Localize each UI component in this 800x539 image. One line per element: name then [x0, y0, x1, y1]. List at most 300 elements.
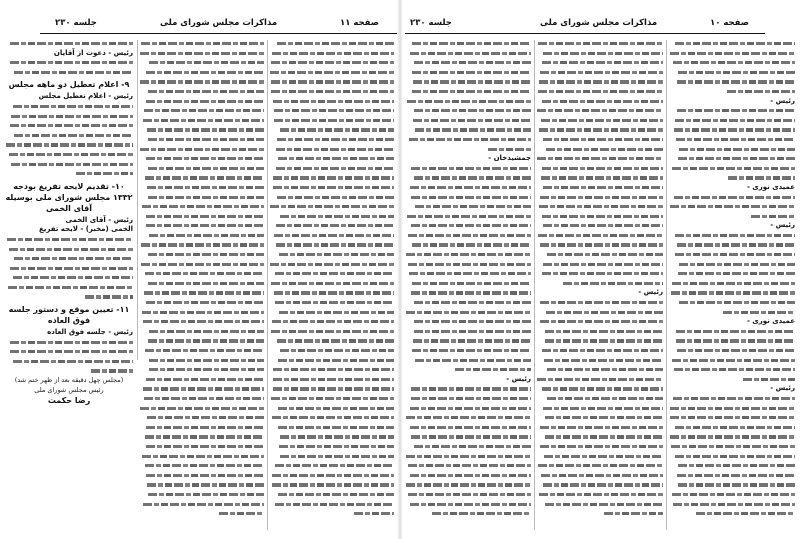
- text-line: [537, 39, 663, 49]
- text-line: [140, 452, 264, 462]
- text-line: [270, 432, 394, 442]
- text-line: [140, 173, 264, 183]
- text-line: [5, 283, 133, 293]
- text-line: [669, 346, 795, 356]
- page-number: صفحه ۱۱: [340, 18, 379, 28]
- text-line: [669, 500, 795, 510]
- text-line: [537, 240, 663, 250]
- text-line: [405, 432, 531, 442]
- text-line: [270, 336, 394, 346]
- speaker-label: رئیس - جلسه فوق العاده: [47, 328, 133, 337]
- text-line: [5, 264, 133, 274]
- text-line: [270, 490, 394, 500]
- text-line: [405, 231, 531, 241]
- text-line: [537, 394, 663, 404]
- text-line: [140, 346, 264, 356]
- speaker-label: جمشیدخان -: [488, 154, 531, 163]
- text-line: [669, 164, 795, 174]
- text-line: [405, 106, 531, 116]
- text-line: [537, 49, 663, 59]
- text-line: [537, 260, 663, 270]
- text-line: [405, 240, 531, 250]
- text-line: [140, 375, 264, 385]
- text-line: [669, 212, 795, 222]
- text-line: [5, 102, 133, 112]
- text-line: [140, 231, 264, 241]
- text-line: [537, 193, 663, 203]
- column-divider: [267, 40, 268, 530]
- text-line: [537, 202, 663, 212]
- text-line: [537, 164, 663, 174]
- text-line: [669, 365, 795, 375]
- text-line: [669, 240, 795, 250]
- text-line: [405, 77, 531, 87]
- text-line: [270, 39, 394, 49]
- text-line: [5, 254, 133, 264]
- text-line: [669, 202, 795, 212]
- text-line: [669, 336, 795, 346]
- page-title: مذاکرات مجلس شورای ملی: [160, 18, 278, 28]
- text-line: [270, 116, 394, 126]
- text-line: [405, 250, 531, 260]
- text-line: [140, 183, 264, 193]
- signature: رضا حکمت: [47, 396, 91, 406]
- text-line: [669, 509, 795, 519]
- text-line: [270, 49, 394, 59]
- text-line: [5, 169, 133, 179]
- session-number: جلسه ۲۳۰: [55, 18, 97, 28]
- text-line: [140, 480, 264, 490]
- text-line: [270, 298, 394, 308]
- text-line: [270, 193, 394, 203]
- text-line: [270, 173, 394, 183]
- section-heading: ۹- اعلام تعطیل دو ماهه مجلس: [8, 80, 130, 90]
- text-line: [270, 212, 394, 222]
- text-line: [405, 39, 531, 49]
- text-line: [537, 231, 663, 241]
- text-line: [270, 58, 394, 68]
- text-line: [270, 288, 394, 298]
- text-line: [669, 154, 795, 164]
- text-line: [405, 221, 531, 231]
- text-line: [270, 461, 394, 471]
- text-line: [669, 106, 795, 116]
- text-line: [537, 404, 663, 414]
- column-3: [669, 39, 795, 519]
- text-line: [537, 490, 663, 500]
- text-line: [669, 471, 795, 481]
- text-line: [669, 308, 795, 318]
- text-line: [270, 240, 394, 250]
- text-line: [405, 87, 531, 97]
- text-line: [405, 193, 531, 203]
- text-line: [140, 77, 264, 87]
- text-line: [140, 68, 264, 78]
- text-line: [270, 145, 394, 155]
- text-line: [405, 404, 531, 414]
- text-line: [270, 509, 394, 519]
- text-line: [140, 471, 264, 481]
- text-line: [5, 273, 133, 283]
- text-line: [537, 106, 663, 116]
- text-line: [140, 39, 264, 49]
- closing-note: رئیس مجلس شورای ملی: [34, 385, 104, 394]
- text-line: [537, 221, 663, 231]
- text-line: [405, 125, 531, 135]
- text-line: [270, 279, 394, 289]
- text-line: [405, 336, 531, 346]
- text-line: [537, 384, 663, 394]
- text-line: [537, 298, 663, 308]
- text-line: [669, 298, 795, 308]
- text-line: [405, 183, 531, 193]
- text-line: [537, 365, 663, 375]
- text-line: [140, 240, 264, 250]
- closing-note: (مجلس چهل دقیقه بعد از ظهر ختم شد): [14, 376, 124, 385]
- text-line: [669, 231, 795, 241]
- text-line: [669, 49, 795, 59]
- text-line: [140, 384, 264, 394]
- text-line: [270, 125, 394, 135]
- text-line: [140, 500, 264, 510]
- text-line: [537, 212, 663, 222]
- text-line: [140, 404, 264, 414]
- text-line: [140, 125, 264, 135]
- text-line: [537, 173, 663, 183]
- text-line: [140, 336, 264, 346]
- text-line: [669, 145, 795, 155]
- text-line: [270, 135, 394, 145]
- text-line: [537, 356, 663, 366]
- text-line: [537, 336, 663, 346]
- right-page: [400, 0, 800, 539]
- text-line: [537, 432, 663, 442]
- text-line: [405, 279, 531, 289]
- text-line: [270, 327, 394, 337]
- text-line: [405, 202, 531, 212]
- text-line: [140, 193, 264, 203]
- text-line: [405, 135, 531, 145]
- text-line: [270, 260, 394, 270]
- speaker-label: رئیس - اعلام تعطیل مجلس: [38, 92, 133, 101]
- text-line: [405, 269, 531, 279]
- speaker-label: رئیس -: [638, 288, 663, 297]
- text-line: [5, 160, 133, 170]
- speaker-label: رئیس -: [770, 221, 795, 230]
- text-line: [537, 461, 663, 471]
- text-line: [140, 269, 264, 279]
- text-line: [537, 423, 663, 433]
- text-line: [140, 87, 264, 97]
- column-divider: [137, 40, 138, 360]
- section-heading: ۱۱- تعیین موقع و دستور جلسه فوق العاده: [8, 305, 130, 326]
- text-line: [537, 183, 663, 193]
- text-line: [405, 471, 531, 481]
- text-line: [537, 279, 663, 289]
- text-line: [270, 308, 394, 318]
- text-line: [537, 480, 663, 490]
- text-line: [537, 327, 663, 337]
- text-line: [537, 500, 663, 510]
- text-line: [405, 260, 531, 270]
- text-line: [5, 39, 133, 49]
- text-line: [669, 490, 795, 500]
- text-line: [140, 212, 264, 222]
- text-line: [140, 116, 264, 126]
- text-line: [270, 154, 394, 164]
- text-line: [5, 347, 133, 357]
- page-number: صفحه ۱۰: [710, 18, 749, 28]
- text-line: [270, 97, 394, 107]
- text-line: [140, 221, 264, 231]
- text-line: [405, 116, 531, 126]
- text-line: [405, 365, 531, 375]
- text-line: [140, 97, 264, 107]
- text-line: [5, 121, 133, 131]
- text-line: [140, 413, 264, 423]
- text-line: [270, 164, 394, 174]
- text-line: [5, 292, 133, 302]
- text-line: [270, 68, 394, 78]
- text-line: [405, 500, 531, 510]
- text-line: [405, 452, 531, 462]
- text-line: [270, 87, 394, 97]
- text-line: [405, 509, 531, 519]
- text-line: [537, 509, 663, 519]
- column-3: [270, 39, 394, 519]
- text-line: [140, 49, 264, 59]
- text-line: [669, 77, 795, 87]
- text-line: [5, 338, 133, 348]
- text-line: [270, 413, 394, 423]
- text-line: [537, 68, 663, 78]
- text-line: [537, 125, 663, 135]
- text-line: [537, 116, 663, 126]
- text-line: [669, 394, 795, 404]
- text-line: [669, 356, 795, 366]
- text-line: [270, 375, 394, 385]
- text-line: [140, 317, 264, 327]
- text-line: [140, 308, 264, 318]
- text-line: [537, 58, 663, 68]
- text-line: [5, 58, 133, 68]
- section-heading: ۱۰- تقدیم لایحه تفریغ بودجه ۱۳۳۲ مجلس شورای ملی بوسیله آقای الخمی: [5, 181, 133, 213]
- text-line: [537, 145, 663, 155]
- text-line: [270, 202, 394, 212]
- text-line: [270, 356, 394, 366]
- text-line: [537, 442, 663, 452]
- text-line: [405, 356, 531, 366]
- text-line: [140, 202, 264, 212]
- text-line: [270, 221, 394, 231]
- text-line: [669, 173, 795, 183]
- text-line: [669, 404, 795, 414]
- text-line: [270, 500, 394, 510]
- speaker-label: عمیدی نوری -: [746, 182, 795, 191]
- text-line: [405, 97, 531, 107]
- text-line: [537, 269, 663, 279]
- column-divider: [534, 40, 535, 530]
- column-2: [140, 39, 264, 519]
- text-line: [140, 145, 264, 155]
- text-line: [405, 327, 531, 337]
- text-line: [537, 154, 663, 164]
- speaker-label: عمیدی نوری -: [746, 317, 795, 326]
- text-line: [140, 298, 264, 308]
- text-line: [270, 471, 394, 481]
- text-line: [669, 87, 795, 97]
- speaker-label: رئیس - دعوت از آقایان: [53, 48, 133, 57]
- text-line: [5, 131, 133, 141]
- text-line: [669, 125, 795, 135]
- speaker-label: رئیس -: [770, 384, 795, 393]
- text-line: [270, 480, 394, 490]
- text-line: [140, 135, 264, 145]
- text-line: [537, 77, 663, 87]
- text-line: [669, 250, 795, 260]
- speaker-label: رئیس -: [506, 374, 531, 383]
- text-line: [405, 423, 531, 433]
- text-line: [270, 269, 394, 279]
- text-line: [669, 39, 795, 49]
- text-line: [140, 106, 264, 116]
- text-line: [405, 212, 531, 222]
- session-number: جلسه ۲۳۰: [410, 18, 452, 28]
- text-line: [537, 413, 663, 423]
- text-line: [669, 193, 795, 203]
- text-line: [405, 346, 531, 356]
- text-line: [140, 58, 264, 68]
- text-line: [270, 346, 394, 356]
- column-1: [405, 39, 531, 519]
- column-2: [537, 39, 663, 519]
- text-line: [270, 394, 394, 404]
- text-line: [669, 269, 795, 279]
- text-line: [270, 423, 394, 433]
- text-line: [537, 135, 663, 145]
- text-line: [140, 356, 264, 366]
- text-line: [5, 235, 133, 245]
- text-line: [537, 250, 663, 260]
- text-line: [669, 68, 795, 78]
- text-line: [5, 68, 133, 78]
- text-line: [140, 154, 264, 164]
- text-line: [405, 384, 531, 394]
- column-1: [5, 39, 133, 406]
- text-line: [140, 490, 264, 500]
- text-line: [669, 432, 795, 442]
- text-line: [537, 308, 663, 318]
- text-line: [5, 140, 133, 150]
- text-line: [140, 279, 264, 289]
- text-line: [669, 480, 795, 490]
- text-line: [405, 480, 531, 490]
- text-line: [405, 490, 531, 500]
- text-line: [140, 509, 264, 519]
- text-line: [270, 384, 394, 394]
- text-line: [140, 327, 264, 337]
- speaker-label: الخمی (مخبر) - لایحه تفریغ: [38, 225, 133, 234]
- text-line: [405, 461, 531, 471]
- text-line: [669, 375, 795, 385]
- text-line: [140, 260, 264, 270]
- text-line: [537, 317, 663, 327]
- column-divider: [666, 40, 667, 530]
- text-line: [270, 250, 394, 260]
- text-line: [669, 288, 795, 298]
- text-line: [140, 461, 264, 471]
- text-line: [669, 327, 795, 337]
- text-line: [140, 423, 264, 433]
- text-line: [405, 173, 531, 183]
- text-line: [5, 150, 133, 160]
- text-line: [669, 423, 795, 433]
- text-line: [140, 394, 264, 404]
- text-line: [5, 366, 133, 376]
- text-line: [270, 106, 394, 116]
- text-line: [270, 231, 394, 241]
- text-line: [270, 77, 394, 87]
- text-line: [270, 452, 394, 462]
- text-line: [270, 404, 394, 414]
- text-line: [537, 87, 663, 97]
- text-line: [405, 145, 531, 155]
- text-line: [537, 375, 663, 385]
- text-line: [405, 49, 531, 59]
- text-line: [5, 245, 133, 255]
- text-line: [405, 164, 531, 174]
- text-line: [537, 346, 663, 356]
- text-line: [140, 365, 264, 375]
- text-line: [669, 260, 795, 270]
- text-line: [270, 442, 394, 452]
- text-line: [669, 135, 795, 145]
- text-line: [140, 250, 264, 260]
- text-line: [669, 442, 795, 452]
- text-line: [405, 442, 531, 452]
- text-line: [669, 279, 795, 289]
- text-line: [140, 164, 264, 174]
- text-line: [5, 357, 133, 367]
- header-rule: [405, 33, 765, 34]
- text-line: [537, 97, 663, 107]
- text-line: [405, 413, 531, 423]
- text-line: [405, 394, 531, 404]
- text-line: [405, 68, 531, 78]
- text-line: [405, 298, 531, 308]
- text-line: [140, 288, 264, 298]
- page-title: مذاکرات مجلس شورای ملی: [540, 18, 658, 28]
- text-line: [270, 183, 394, 193]
- text-line: [405, 288, 531, 298]
- text-line: [669, 413, 795, 423]
- text-line: [537, 471, 663, 481]
- text-line: [140, 432, 264, 442]
- text-line: [5, 112, 133, 122]
- text-line: [270, 317, 394, 327]
- text-line: [669, 116, 795, 126]
- text-line: [669, 452, 795, 462]
- text-line: [537, 452, 663, 462]
- text-line: [669, 58, 795, 68]
- text-line: [405, 58, 531, 68]
- speaker-label: رئیس - آقای الخمی: [65, 215, 133, 224]
- text-line: [140, 442, 264, 452]
- text-line: [270, 365, 394, 375]
- speaker-label: رئیس -: [770, 96, 795, 105]
- text-line: [405, 317, 531, 327]
- text-line: [669, 461, 795, 471]
